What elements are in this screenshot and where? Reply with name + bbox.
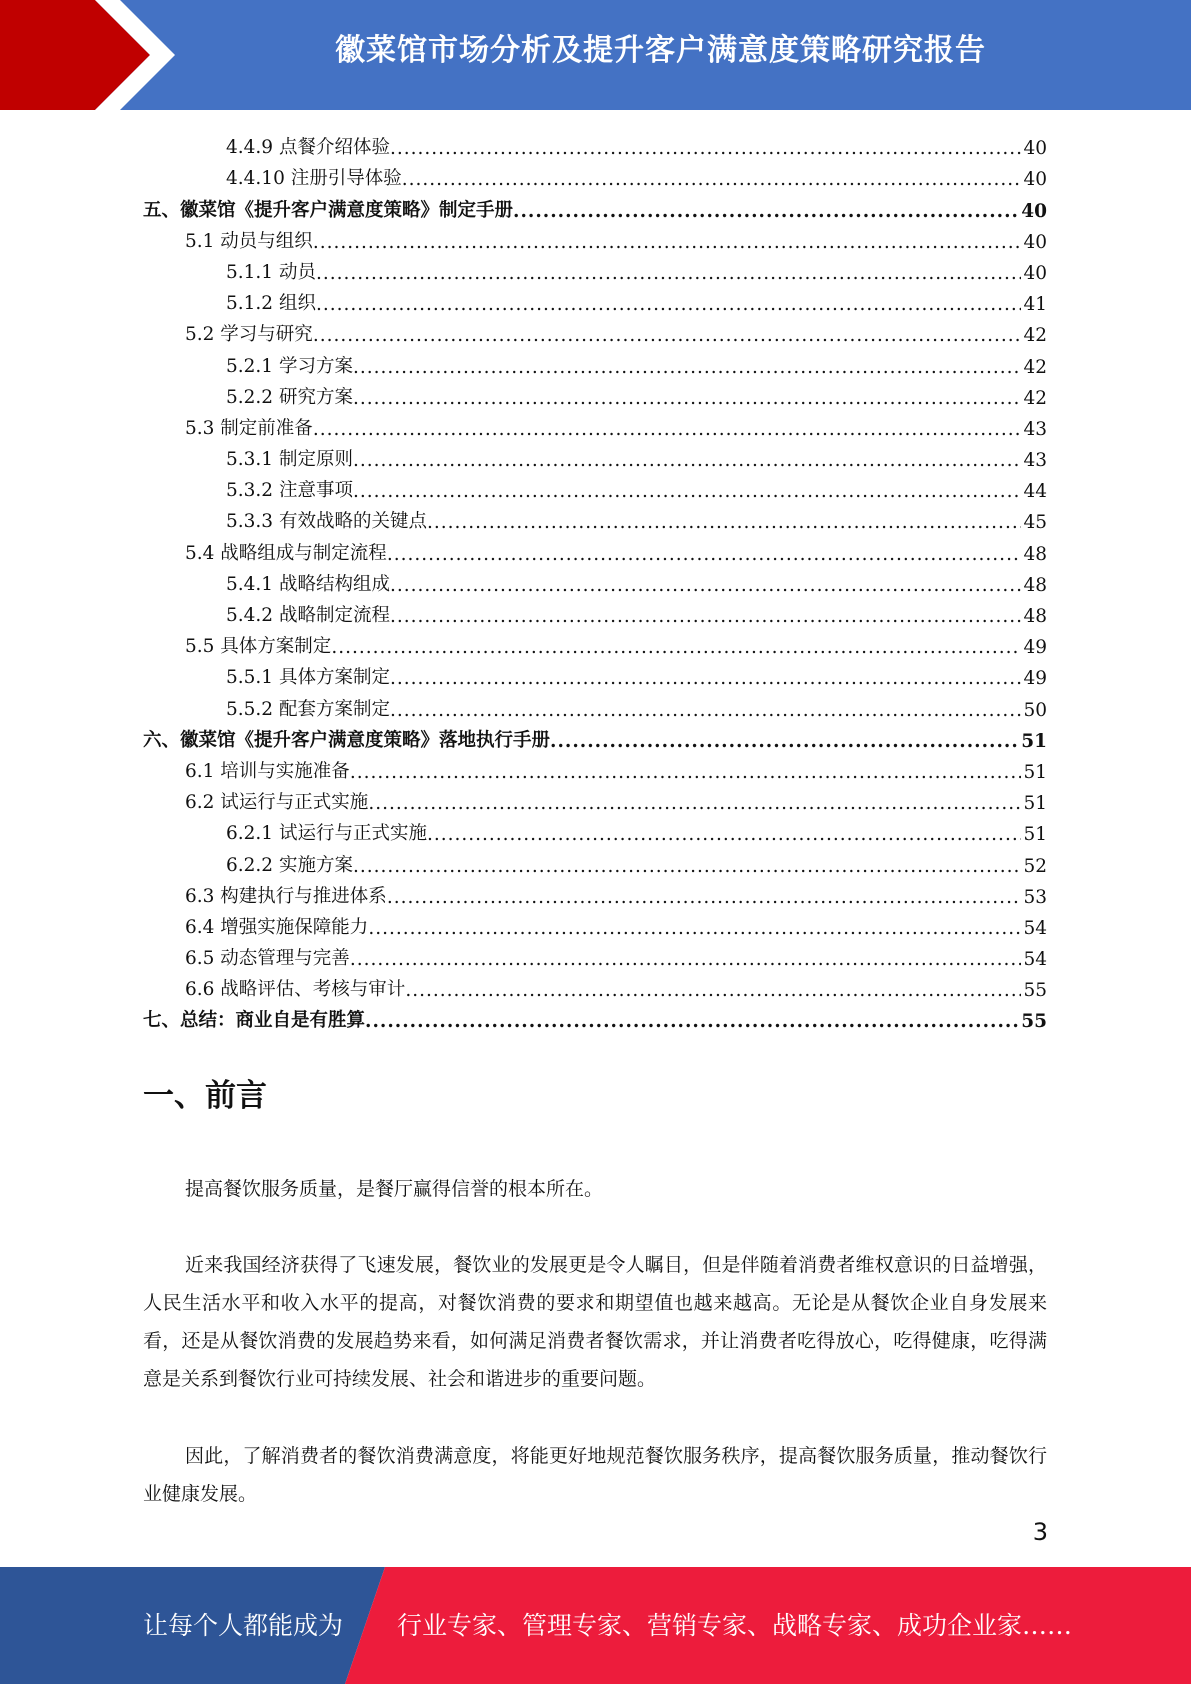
table-of-contents [143, 128, 1047, 1032]
toc-entry-label: 6.2.2 实施方案 [226, 854, 353, 876]
toc-leader-dots [390, 668, 1021, 689]
toc-entry-page: 48 [1023, 606, 1047, 627]
footer-slogan-right: 行业专家、管理专家、营销专家、战略专家、成功企业家…… [397, 1611, 1073, 1640]
toc-entry-page: 55 [1023, 980, 1047, 1002]
toc-entry-page: 52 [1023, 855, 1047, 877]
paragraph: 因此，了解消费者的餐饮消费满意度，将能更好地规范餐饮服务秩序，提高餐饮服务质量，推动餐饮行业健康发展。 [143, 1445, 1047, 1505]
toc-entry-label: 6.4 增强实施保障能力 [185, 916, 369, 938]
toc-leader-dots [390, 606, 1021, 627]
toc-entry[interactable] [143, 440, 1047, 471]
toc-entry[interactable] [143, 627, 1047, 658]
toc-entry-page: 40 [1023, 231, 1047, 253]
paragraph: 近来我国经济获得了飞速发展，餐饮业的发展更是令人瞩目，但是伴随着消费者维权意识的日益增强，人民生活水平和收入水平的提高，对餐饮消费的要求和期望值也越来越高。无论是从餐饮企业自身发展来看，还是从餐饮消费的发展趋势来看，如何满足消费者餐饮需求，并让消费者吃得放心，吃得健康，吃得满意是关系到餐饮行业可持续发展、社会和谐进步的重要问题。 [143, 1254, 1047, 1390]
toc-entry-page: 44 [1023, 481, 1047, 503]
toc-entry[interactable] [143, 253, 1047, 284]
footer-slogan-left: 让每个人都能成为 [143, 1611, 344, 1640]
toc-entry-page: 53 [1023, 886, 1047, 908]
toc-leader-dots [402, 169, 1022, 190]
toc-entry-label: 6.6 战略评估、考核与审计 [185, 979, 406, 1001]
toc-entry-label: 5.4 战略组成与制定流程 [185, 542, 387, 564]
toc-leader-dots [313, 232, 1022, 253]
toc-entry-label: 6.2.1 试运行与正式实施 [226, 823, 427, 845]
toc-leader-dots [350, 762, 1022, 783]
toc-leader-dots [350, 949, 1022, 970]
toc-entry-label: 5.3 制定前准备 [185, 417, 313, 439]
toc-entry-label: 5.5.1 具体方案制定 [226, 667, 390, 689]
toc-leader-dots [365, 1011, 1019, 1032]
page-header [0, 0, 1191, 110]
toc-leader-dots [313, 419, 1022, 440]
toc-entry-page: 51 [1023, 793, 1047, 815]
toc-entry-label: 5.3.3 有效战略的关键点 [226, 511, 427, 533]
toc-entry[interactable] [143, 845, 1047, 876]
toc-entry-label: 5.1.1 动员 [226, 261, 316, 283]
toc-entry-label: 6.1 培训与实施准备 [185, 760, 350, 782]
toc-entry[interactable] [143, 502, 1047, 533]
toc-leader-dots [427, 512, 1021, 533]
toc-entry-page: 51 [1023, 761, 1047, 783]
toc-entry-page: 54 [1023, 917, 1047, 939]
toc-entry[interactable] [143, 877, 1047, 908]
toc-entry[interactable] [143, 596, 1047, 627]
toc-entry-page: 42 [1023, 356, 1047, 378]
toc-entry-label: 5.3.2 注意事项 [226, 480, 353, 502]
toc-entry-label: 六、徽菜馆《提升客户满意度策略》落地执行手册 [143, 729, 551, 751]
toc-entry-page: 42 [1023, 387, 1047, 409]
toc-entry[interactable] [143, 814, 1047, 845]
toc-entry-page: 42 [1023, 325, 1047, 347]
toc-entry[interactable] [143, 222, 1047, 253]
toc-leader-dots [405, 980, 1021, 1001]
toc-leader-dots [368, 793, 1021, 814]
toc-entry-label: 七、总结：商业自是有胜算 [143, 1010, 366, 1032]
toc-entry-page: 51 [1021, 730, 1047, 752]
toc-entry[interactable] [143, 1001, 1047, 1032]
toc-leader-dots [387, 887, 1022, 908]
toc-entry-label: 5.1.2 组织 [226, 293, 316, 315]
toc-entry-page: 48 [1023, 543, 1047, 565]
toc-entry-label: 5.5.2 配套方案制定 [226, 698, 390, 720]
toc-entry-page: 40 [1023, 138, 1047, 160]
toc-leader-dots [316, 294, 1022, 315]
toc-leader-dots [353, 856, 1022, 877]
toc-entry-label: 5.1 动员与组织 [185, 230, 313, 252]
toc-entry[interactable] [143, 128, 1047, 159]
toc-entry[interactable] [143, 190, 1047, 221]
toc-entry-page: 49 [1023, 637, 1047, 659]
toc-entry-page: 43 [1023, 418, 1047, 440]
toc-entry[interactable] [143, 284, 1047, 315]
toc-entry[interactable] [143, 721, 1047, 752]
toc-entry[interactable] [143, 378, 1047, 409]
toc-leader-dots [427, 824, 1021, 845]
toc-entry-label: 5.4.1 战略结构组成 [226, 573, 390, 595]
toc-leader-dots [513, 201, 1019, 222]
toc-entry[interactable] [143, 939, 1047, 970]
toc-leader-dots [353, 450, 1022, 471]
toc-leader-dots [353, 357, 1022, 378]
toc-leader-dots [331, 637, 1021, 658]
toc-entry-page: 40 [1021, 200, 1047, 222]
toc-entry[interactable] [143, 752, 1047, 783]
toc-entry[interactable] [143, 315, 1047, 346]
toc-entry-label: 6.5 动态管理与完善 [185, 948, 350, 970]
page-footer [0, 1567, 1191, 1684]
toc-entry-page: 45 [1023, 512, 1047, 534]
page-number: 3 [1032, 1518, 1048, 1546]
toc-entry-page: 40 [1023, 262, 1047, 284]
toc-entry[interactable] [143, 658, 1047, 689]
toc-leader-dots [390, 575, 1021, 596]
toc-leader-dots [353, 388, 1022, 409]
toc-entry[interactable] [143, 409, 1047, 440]
toc-leader-dots [313, 325, 1022, 346]
toc-entry-page: 49 [1023, 668, 1047, 690]
toc-leader-dots [387, 544, 1022, 565]
toc-entry-label: 6.2 试运行与正式实施 [185, 792, 369, 814]
toc-entry-label: 5.5 具体方案制定 [185, 636, 332, 658]
toc-entry-label: 5.2.1 学习方案 [226, 355, 353, 377]
toc-entry[interactable] [143, 565, 1047, 596]
toc-entry[interactable] [143, 159, 1047, 190]
toc-entry-page: 41 [1023, 294, 1047, 316]
toc-entry[interactable] [143, 783, 1047, 814]
toc-entry-label: 4.4.10 注册引导体验 [226, 168, 402, 190]
toc-entry[interactable] [143, 689, 1047, 720]
toc-entry-page: 40 [1023, 169, 1047, 191]
toc-entry-label: 5.2 学习与研究 [185, 324, 313, 346]
paragraph: 提高餐饮服务质量，是餐厅赢得信誉的根本所在。 [185, 1178, 604, 1200]
toc-entry-page: 51 [1023, 824, 1047, 846]
toc-leader-dots [390, 138, 1021, 159]
toc-entry-page: 55 [1021, 1011, 1047, 1033]
toc-entry-page: 50 [1023, 699, 1047, 721]
toc-entry-label: 5.2.2 研究方案 [226, 386, 353, 408]
toc-entry[interactable] [143, 471, 1047, 502]
toc-leader-dots [368, 918, 1021, 939]
toc-entry-label: 4.4.9 点餐介绍体验 [226, 137, 390, 159]
toc-entry[interactable] [143, 908, 1047, 939]
toc-entry-label: 5.4.2 战略制定流程 [226, 605, 390, 626]
toc-entry[interactable] [143, 533, 1047, 564]
toc-leader-dots [353, 481, 1022, 502]
toc-leader-dots [316, 263, 1022, 284]
toc-leader-dots [390, 700, 1021, 721]
toc-entry-page: 48 [1023, 574, 1047, 596]
toc-entry-label: 5.3.1 制定原则 [226, 449, 353, 471]
toc-entry-page: 43 [1023, 450, 1047, 472]
header-title: 徽菜馆市场分析及提升客户满意度策略研究报告 [335, 33, 986, 68]
toc-entry-label: 6.3 构建执行与推进体系 [185, 885, 387, 907]
toc-entry-label: 五、徽菜馆《提升客户满意度策略》制定手册 [143, 199, 514, 221]
toc-entry[interactable] [143, 346, 1047, 377]
toc-entry[interactable] [143, 970, 1047, 1001]
toc-leader-dots [550, 731, 1019, 752]
section-heading: 一、前言 [143, 1078, 267, 1114]
toc-entry-page: 54 [1023, 949, 1047, 971]
